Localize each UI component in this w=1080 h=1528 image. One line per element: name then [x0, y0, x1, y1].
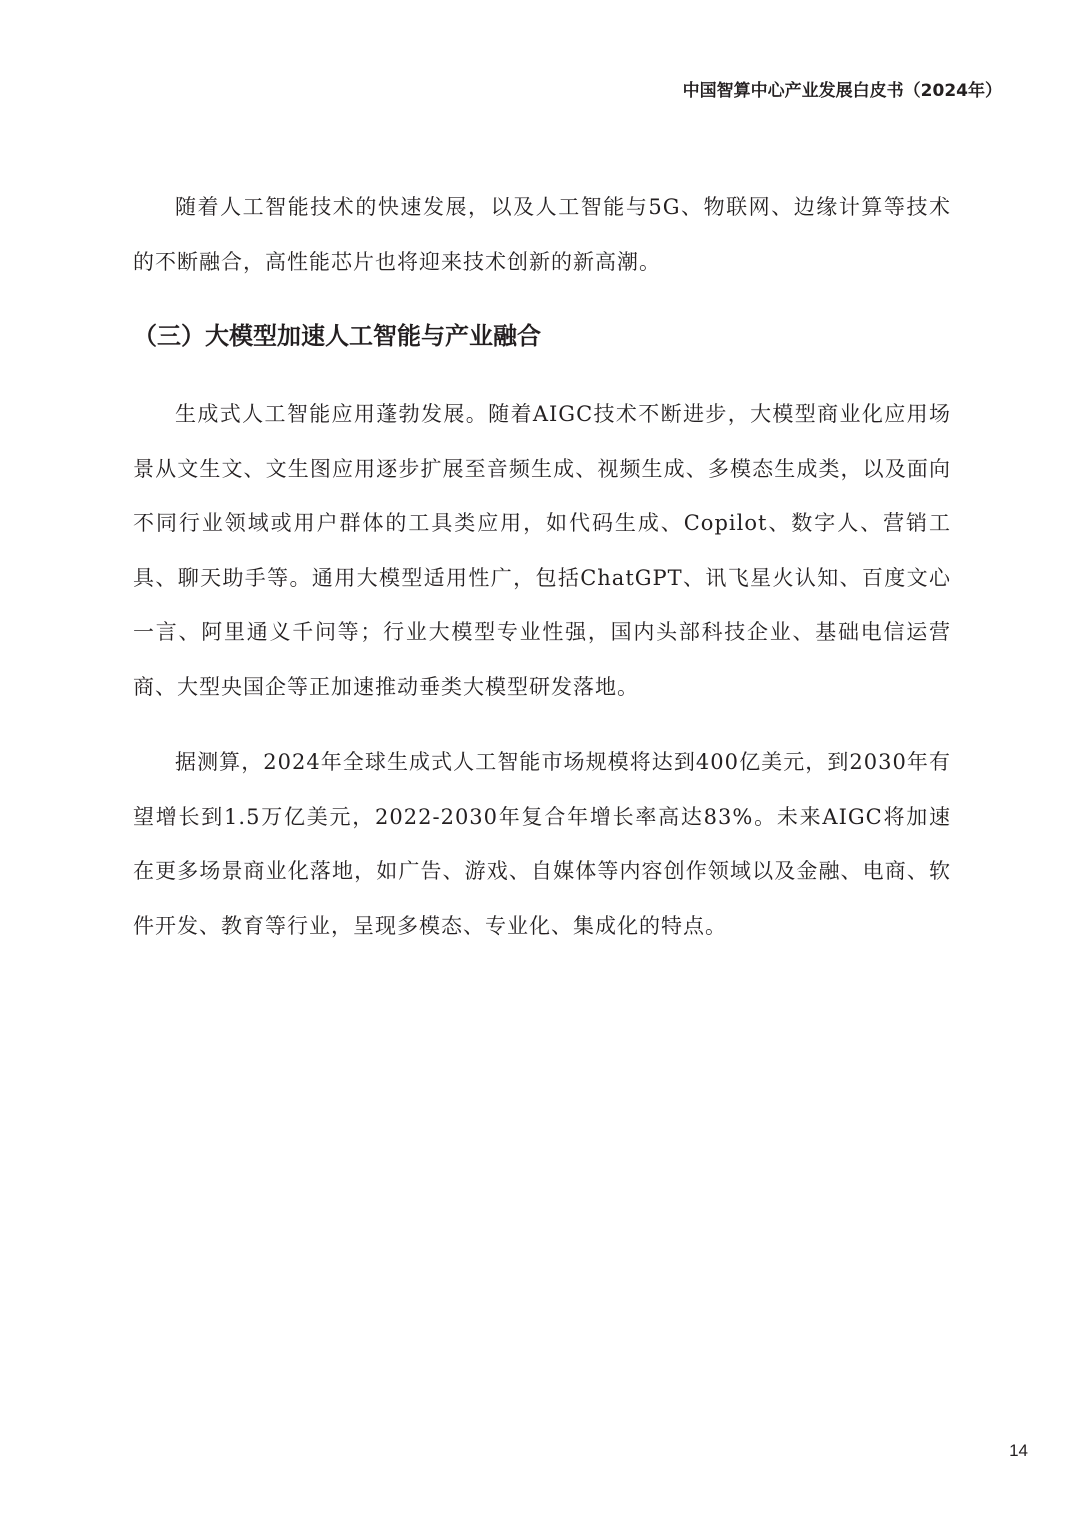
page-number: 14: [1009, 1441, 1028, 1460]
running-header: 中国智算中心产业发展白皮书（2024年）: [682, 81, 1002, 101]
paragraph-intro: 随着人工智能技术的快速发展，以及人工智能与5G、物联网、边缘计算等技术的不断融合，高性能芯片也将迎来技术创新的新高潮。: [133, 195, 951, 274]
section-heading: （三）大模型加速人工智能与产业融合: [133, 322, 541, 350]
paragraph-aigc-applications: 生成式人工智能应用蓬勃发展。随着AIGC技术不断进步，大模型商业化应用场景从文生文、文生图应用逐步扩展至音频生成、视频生成、多模态生成类，以及面向不同行业领域或用户群体的工具类应用，如代码生成、Copilot、数字人、营销工具、聊天助手等。通用大模型适用性广，包括ChatGPT、讯飞星火认知、百度文心一言、阿里通义千问等；行业大模型专业性强，国内头部科技企业、基础电信运营商、大型央国企等正加速推动垂类大模型研发落地。: [133, 402, 951, 699]
paragraph-market-forecast: 据测算，2024年全球生成式人工智能市场规模将达到400亿美元，到2030年有望增长到1.5万亿美元，2022-2030年复合年增长率高达83%。未来AIGC将加速在更多场景商业化落地，如广告、游戏、自媒体等内容创作领域以及金融、电商、软件开发、教育等行业，呈现多模态、专业化、集成化的特点。: [133, 750, 951, 938]
